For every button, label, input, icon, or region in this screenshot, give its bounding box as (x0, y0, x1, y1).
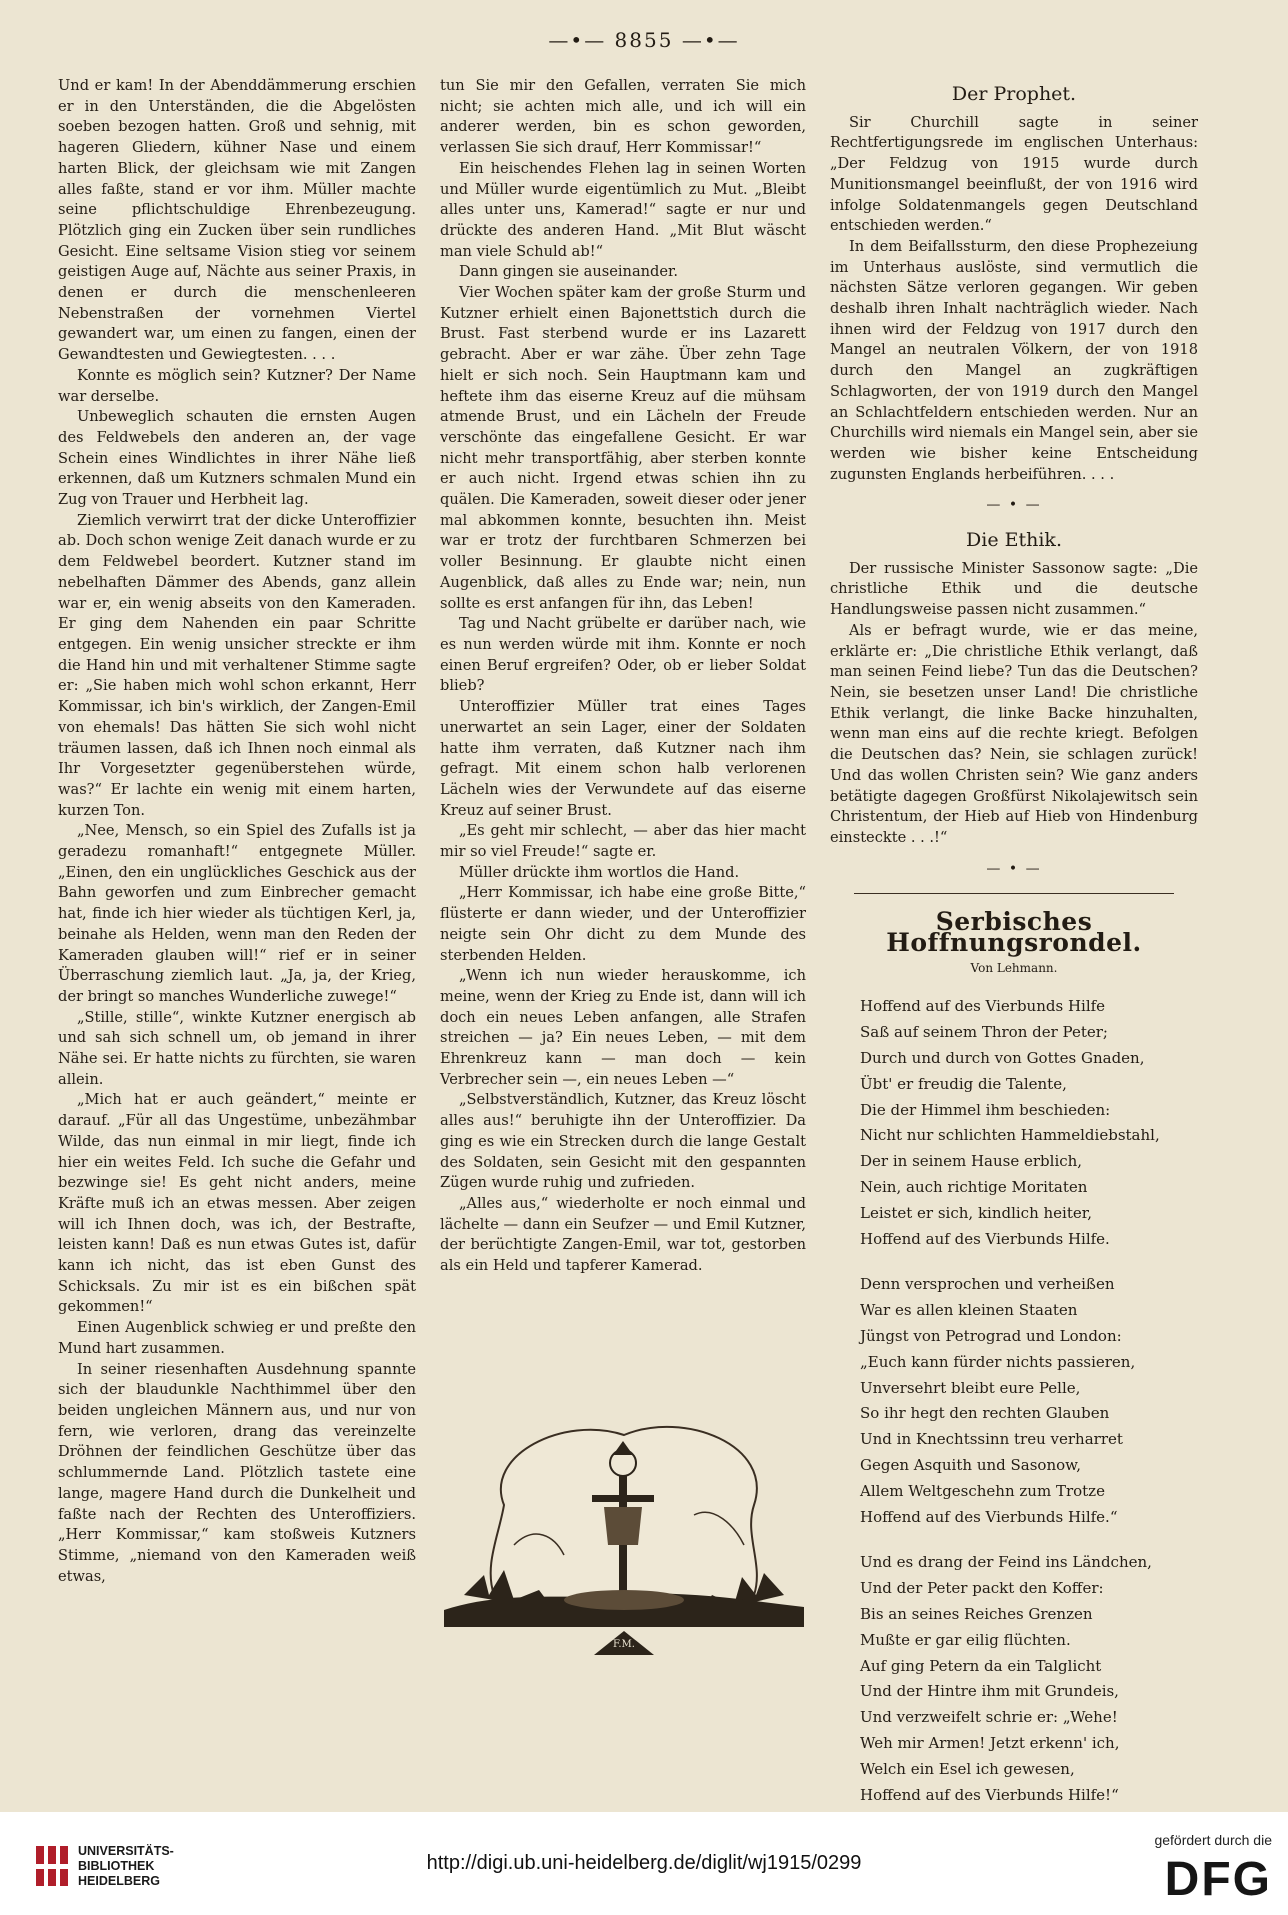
funded-by-label: gefördert durch die (1154, 1832, 1272, 1848)
illustration-signature: F.M. (613, 1639, 635, 1650)
poem-line: Unversehrt bleibt eure Pelle, (860, 1378, 1081, 1397)
ornament-left: —•— (548, 28, 607, 52)
poem-line: Welch ein Esel ich gewesen, (860, 1759, 1075, 1778)
poem-line: Weh mir Armen! Jetzt erkenn' ich, (860, 1733, 1120, 1752)
section-divider: — • — (986, 497, 1042, 514)
poem-stanza (830, 1550, 1198, 1808)
poem-line: Durch und durch von Gottes Gnaden, (860, 1049, 1145, 1068)
paragraph: Ein heischendes Flehen lag in seinen Worten und Müller wurde eigentümlich zu Mut. „Bleibt alles unter uns, Kamerad!“ sagte er nur und drückte des anderen Hand. „Mit Blut wäscht man viele Schuld ab!“ (440, 159, 806, 260)
poem-line: Leistet er sich, kindlich heiter, (860, 1203, 1093, 1222)
poem-stanza (830, 994, 1198, 1252)
rule-line (854, 893, 1174, 894)
paragraph: „Alles aus,“ wiederholte er noch einmal und lächelte — dann ein Seufzer — und Emil Kutzner, der berüchtigte Zangen-Emil, war tot, gestorben als ein Held und tapferer Kamerad. (440, 1194, 806, 1275)
poem-stanza (830, 1272, 1198, 1530)
page-number (0, 28, 1288, 52)
viewer-footer (0, 1812, 1288, 1915)
poem-line: Hoffend auf des Vierbunds Hilfe!“ (860, 1785, 1119, 1804)
poem-line: Bis an seines Reiches Grenzen (860, 1604, 1093, 1623)
poem-line: Und der Peter packt den Koffer: (860, 1579, 1104, 1598)
ornament-right: —•— (681, 28, 740, 52)
poem-line: Und es drang der Feind ins Ländchen, (860, 1553, 1152, 1572)
poem-line: War es allen kleinen Staaten (860, 1301, 1078, 1320)
poem-line: Saß auf seinem Thron der Peter; (860, 1023, 1108, 1042)
poem-title: Serbisches Hoffnungsrondel. (886, 907, 1142, 958)
poem-line: Die der Himmel ihm beschieden: (860, 1100, 1111, 1119)
poem-line: Der in seinem Hause erblich, (860, 1152, 1083, 1171)
poem-line: Und verzweifelt schrie er: „Wehe! (860, 1708, 1118, 1727)
poem-author: Von Lehmann. (970, 960, 1058, 975)
prophet-title: Der Prophet. (951, 83, 1077, 105)
poem-line: Nicht nur schlichten Hammeldiebstahl, (860, 1126, 1160, 1145)
paragraph: „Nee, Mensch, so ein Spiel des Zufalls ist ja geradezu romanhaft!“ entgegnete Müller. „Einen, den ein unglückliches Geschick aus der Bahn geworfen und zum Einbrecher gemacht hat, finde ich hier wieder als tüchtigen Kerl, ja, beinahe als Helden, wenn man den Reden der Kameraden glauben will!“ rief er in seiner Überraschung ziemlich laut. „Ja, ja, der Krieg, der bringt so manches Wunderliche zuwege!“ (58, 822, 416, 1005)
library-name-line: UNIVERSITÄTS- (78, 1844, 174, 1858)
poem-line: Auf ging Petern da ein Talglicht (860, 1656, 1102, 1675)
poem-line: Mußte er gar eilig flüchten. (860, 1630, 1071, 1649)
poem-line: So ihr hegt den rechten Glauben (860, 1404, 1110, 1423)
paragraph: Unteroffizier Müller trat eines Tages unerwartet an sein Lager, einer der Soldaten hatte ihm verraten, daß Kutzner nach ihm gefragt. Mit einem schon halb verlorenen Lächeln wies der Verwundete auf das eiserne Kreuz auf seiner Brust. (440, 698, 806, 819)
poem-line: Und in Knechtssinn treu verharret (860, 1430, 1123, 1449)
section-divider: — • — (986, 860, 1042, 877)
paragraph: „Stille, stille“, winkte Kutzner energisch ab und sah sich schnell um, ob jemand in ihrer Nähe sei. Er hatte nichts zu fürchten, sie waren allein. (58, 1008, 416, 1088)
paragraph: Ziemlich verwirrt trat der dicke Unteroffizier ab. Doch schon wenige Zeit danach wurde er zu dem Feldwebel beordert. Kutzner stand im nebelhaften Dämmer des Abends, ganz allein war er, ein wenig abseits von den Kameraden. Er ging dem Nahenden ein paar Schritte entgegen. Ein wenig unsicher streckte er ihm die Hand hin und mit verhaltener Stimme sagte er: „Sie haben mich wohl schon erkannt, Herr Kommissar, ich bin's wirklich, der Zangen-Emil von ehemals! Das hätten Sie sich wohl nicht träumen lassen, daß ich Ihnen noch einmal als Ihr Vorgesetzter gegenüberstehen würde, was?“ Er lachte ein wenig mit einem harten, kurzen Ton. (58, 511, 416, 819)
paragraph: Und er kam! In der Abenddämmerung erschien er in den Unterständen, die die Abgelösten soeben bezogen hatten. Groß und sehnig, mit hageren Gliedern, kühner Nase und einem harten Blick, der gleichsam wie mit Zangen alles faßte, stand er vor ihm. Müller machte seine pflichtschuldige Ehrenbezeugung. Plötzlich ging ein Zucken über sein rundliches Gesicht. Eine seltsame Vision stieg vor seinem geistigen Auge auf, Nächte aus seiner Praxis, in denen er durch die menschenleeren Nebenstraßen der vornehmen Viertel gewandert war, um einen zu fangen, einen der Gewandtesten und Gewiegtesten. . . . (58, 77, 416, 364)
paragraph: Tag und Nacht grübelte er darüber nach, wie es nun werden würde mit ihm. Konnte er noch einen Beruf ergreifen? Oder, ob er lieber Soldat blieb? (440, 615, 806, 695)
paragraph: „Herr Kommissar, ich habe eine große Bitte,“ flüsterte er dann wieder, und der Unteroffizier neigte sein Ohr dicht zu dem Munde des sterbenden Helden. (440, 884, 806, 964)
poem-line: Jüngst von Petrograd und London: (860, 1326, 1122, 1345)
dfg-logo: DFG (1164, 1853, 1272, 1906)
paragraph: „Wenn ich nun wieder herauskomme, ich meine, wenn der Krieg zu Ende ist, dann will ich doch ein neues Leben anfangen, alle Strafen streichen — ja? Ein neues Leben, — mit dem Ehrenkreuz kann — man doch — kein Verbrecher sein —, ein neues Leben —“ (440, 967, 806, 1088)
poem-line: Hoffend auf des Vierbunds Hilfe.“ (860, 1507, 1118, 1526)
poem-line: Und der Hintre ihm mit Grundeis, (860, 1682, 1119, 1701)
paragraph: Einen Augenblick schwieg er und preßte den Mund hart zusammen. (58, 1319, 416, 1357)
paragraph: In seiner riesenhaften Ausdehnung spannte sich der blaudunkle Nachthimmel über den beiden ungleichen Männern aus, und nur von fern, wie verloren, drang das vereinzelte Dröhnen der feindlichen Geschütze über das schlummernde Land. Plötzlich tastete eine lange, magere Hand durch die Dunkelheit und faßte nach der Rechten des Unteroffiziers. „Herr Kommissar,“ kam stoßweis Kutzners Stimme, „niemand von den Kameraden weiß etwas, (58, 1360, 416, 1585)
page-number-value: 8855 (614, 28, 674, 52)
poem-line: „Euch kann fürder nichts passieren, (860, 1352, 1136, 1371)
paragraph: Der russische Minister Sassonow sagte: „Die christliche Ethik und die deutsche Handlungsweise passen nicht zusammen.“ (830, 559, 1198, 619)
paragraph: tun Sie mir den Gefallen, verraten Sie mich nicht; sie achten mich alle, und ich will ein anderer werden, bin es schon geworden, verlassen Sie sich drauf, Herr Kommissar!“ (440, 77, 806, 157)
paragraph: Dann gingen sie auseinander. (458, 263, 679, 281)
ethik-title: Die Ethik. (966, 529, 1062, 552)
paragraph: „Es geht mir schlecht, — aber das hier macht mir so viel Freude!“ sagte er. (440, 822, 806, 861)
story-column-1 (58, 76, 416, 1587)
library-name-line: BIBLIOTHEK (78, 1859, 155, 1873)
paragraph: „Selbstverständlich, Kutzner, das Kreuz löscht alles aus!“ beruhigte ihn der Unteroffizier. Da ging es wie ein Strecken durch die lange Gestalt des Soldaten, sein Gesicht mit den gespannten Zügen wurde ruhig und zufrieden. (440, 1091, 806, 1192)
paragraph: Vier Wochen später kam der große Sturm und Kutzner erhielt einen Bajonettstich durch die Brust. Fast sterbend wurde er ins Lazarett gebracht. Aber er war zähe. Über zehn Tage hielt er sich noch. Sein Hauptmann kam und heftete ihm das eiserne Kreuz auf die mühsam atmende Brust, und ein Lächeln der Freude verschönte das eingefallene Gesicht. Er war nicht mehr transportfähig, aber sterben konnte er auch nicht. Irgend etwas schien ihn zu quälen. Die Kameraden, soweit dieser oder jener mal abkommen konnte, besuchten ihn. Meist war er trotz der furchtbaren Schmerzen bei voller Besinnung. Er glaubte nicht einen Augenblick, daß alles zu Ende war; nein, nun sollte es erst anfangen für ihn, das Leben! (440, 284, 806, 612)
poem-line: Denn versprochen und verheißen (860, 1275, 1115, 1294)
poem-line: Übt' er freudig die Talente, (860, 1074, 1067, 1093)
paragraph: Müller drückte ihm wortlos die Hand. (458, 863, 740, 881)
paragraph: In dem Beifallssturm, den diese Prophezeiung im Unterhaus auslöste, sind vermutlich die nächsten Sätze verloren gegangen. Wir geben deshalb ihren Inhalt nachträglich wieder. Nach ihnen wird der Feldzug von 1917 durch den Mangel an neutralen Völkern, der von 1918 durch den Mangel an zugkräftigen Schlagworten, der von 1919 durch den Mangel an Schlachtfeldern entschieden werden. Nur an Churchills wird niemals ein Mangel sein, aber sie werden wie bisher keine Entscheidung zugunsten Englands herbeiführen. . . . (830, 237, 1198, 483)
paragraph: „Mich hat er auch geändert,“ meinte er darauf. „Für all das Ungestüme, unbezähmbar Wilde, das nun einmal in mir liegt, finde ich hier ein weites Feld. Ich suche die Gefahr und bezwinge sie! Es geht nicht anders, meine Kräfte muß ich an etwas messen. Aber zeigen will ich Ihnen doch, was ich, der Bestrafte, leisten kann! Daß es nun etwas Gutes ist, dafür kann ich nicht, das ist eben Gunst des Schicksals. Zu mir ist es ein bißchen spät gekommen!“ (58, 1091, 416, 1316)
poem-line: Allem Weltgeschehn zum Trotze (860, 1481, 1105, 1500)
permalink-url[interactable]: http://digi.ub.uni-heidelberg.de/diglit/wj1915/0299 (426, 1852, 862, 1874)
poem-line: Gegen Asquith und Sasonow, (860, 1455, 1081, 1474)
paragraph: Konnte es möglich sein? Kutzner? Der Name war derselbe. (58, 366, 416, 405)
poem-line: Hoffend auf des Vierbunds Hilfe (860, 997, 1106, 1016)
story-column-2 (440, 76, 806, 1277)
paragraph: Sir Churchill sagte in seiner Rechtfertigungsrede im englischen Unterhaus: „Der Feldzug von 1915 wurde durch Munitionsmangel beeinflußt, der von 1916 wird infolge Soldatenmangels gegen Deutschland entschieden werden.“ (830, 113, 1198, 235)
column-3 (830, 80, 1198, 1812)
poem-line: Nein, auch richtige Moritaten (860, 1178, 1088, 1196)
poem-line: Hoffend auf des Vierbunds Hilfe. (860, 1229, 1110, 1248)
paragraph: Als er befragt wurde, wie er das meine, erklärte er: „Die christliche Ethik verlangt, daß man seinen Feind liebe? Tun das die Deutschen? Nein, sie besetzen unser Land! Die christliche Ethik verlangt, die linke Backe hinzuhalten, wenn man eins auf die rechte kriegt. Befolgen die Deutschen das? Nein, sie schlagen zurück! Und das wollen Christen sein? Wie ganz anders betätigte dagegen Großfürst Nikolajewitsch sein Christentum, der Hieb auf Hieb von Hindenburg einsteckte . . .!“ (830, 621, 1198, 846)
soldier-grave-illustration (444, 1395, 804, 1655)
paragraph: Unbeweglich schauten die ernsten Augen des Feldwebels den anderen an, der vage Schein eines Windlichtes in ihrer Nähe ließ erkennen, daß um Kutzners schmalen Mund ein Zug von Trauer und Herbheit lag. (58, 408, 416, 509)
library-name-line: HEIDELBERG (78, 1874, 160, 1888)
